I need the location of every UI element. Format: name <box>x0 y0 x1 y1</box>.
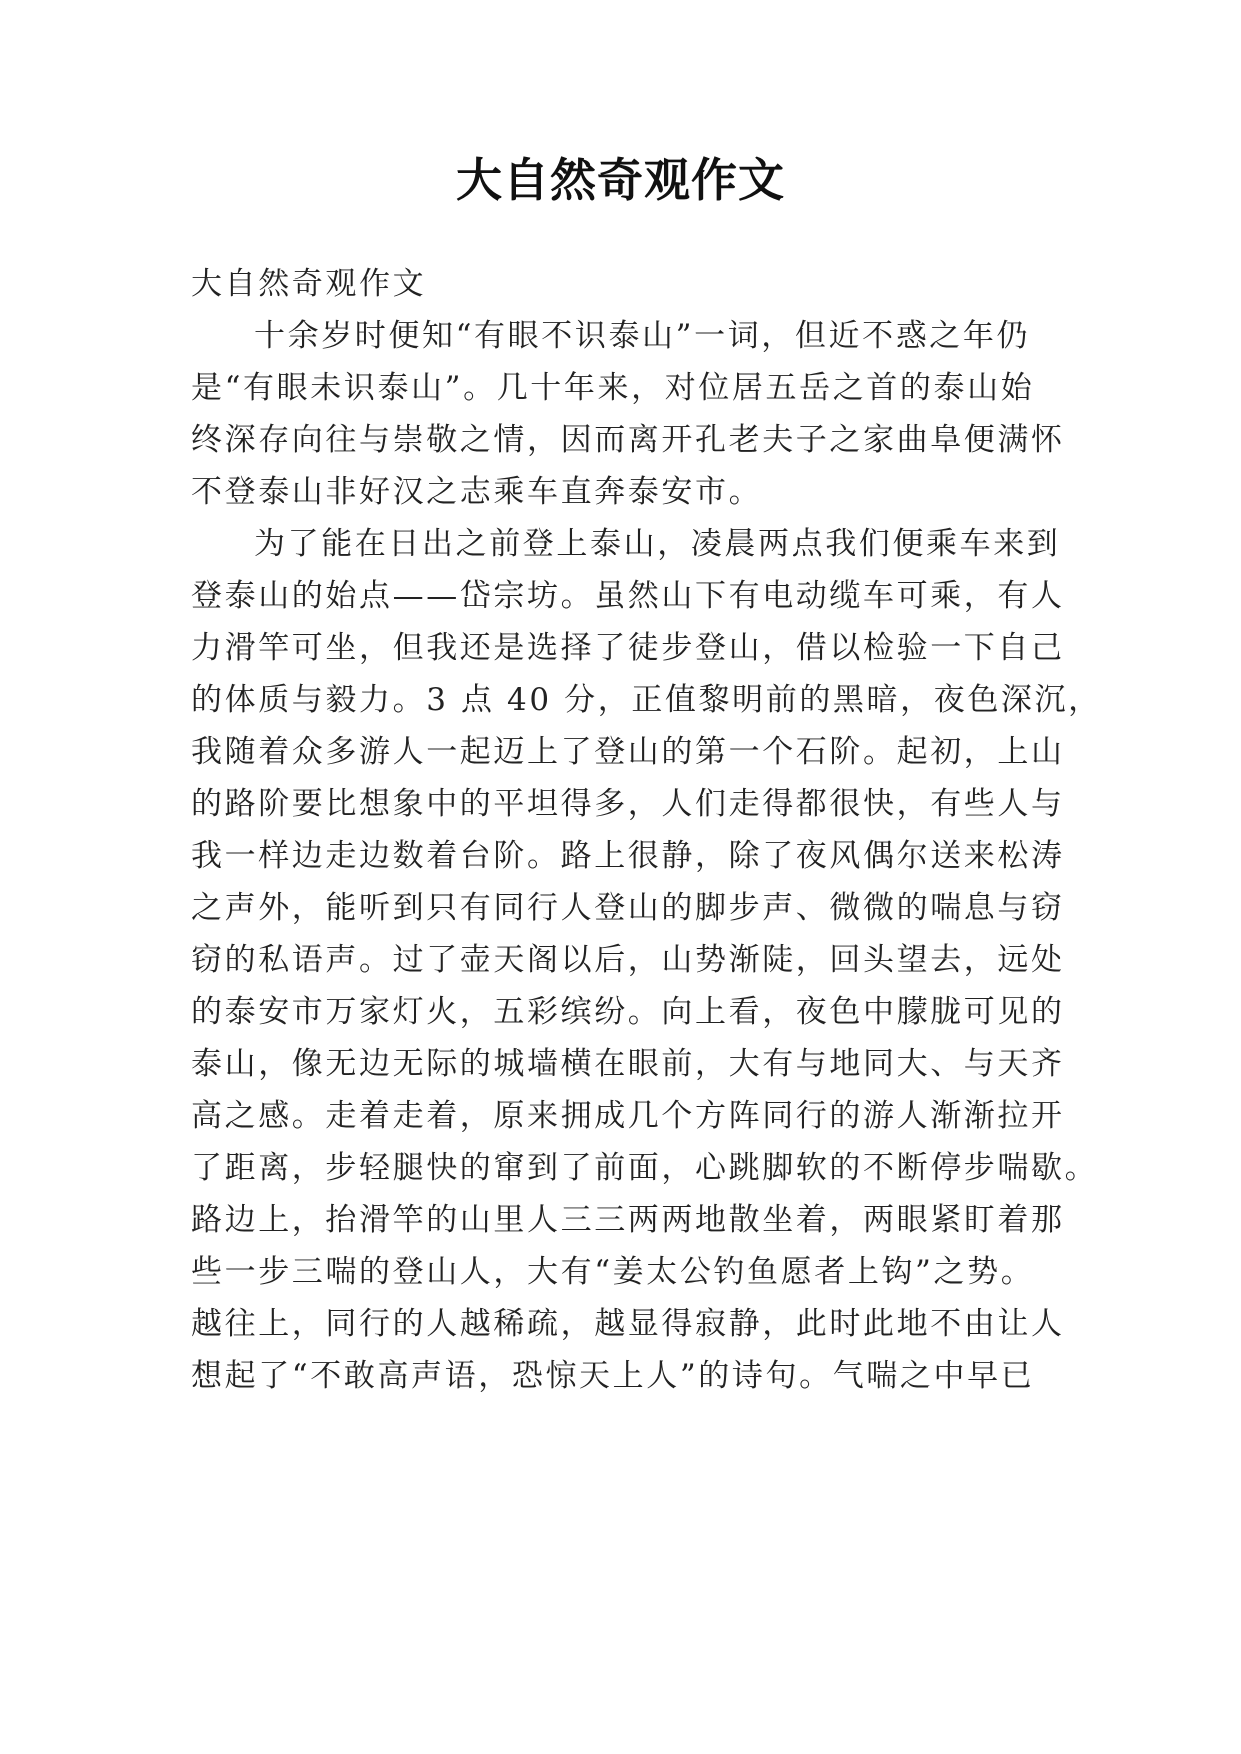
paragraph-2-line-2: 登泰山的始点——岱宗坊。虽然山下有电动缆车可乘，有人 <box>191 578 1065 614</box>
paragraph-2-line-1: 为了能在日出之前登上泰山，凌晨两点我们便乘车来到 <box>254 526 1061 562</box>
subtitle-line: 大自然奇观作文 <box>191 266 427 302</box>
paragraph-2-line-10: 的泰安市万家灯火，五彩缤纷。向上看，夜色中朦胧可见的 <box>191 994 1065 1030</box>
paragraph-2-line-15: 些一步三喘的登山人，大有“姜太公钓鱼愿者上钩”之势。 <box>191 1254 1035 1290</box>
paragraph-2-line-11: 泰山，像无边无际的城墙横在眼前，大有与地同大、与天齐 <box>191 1046 1065 1082</box>
paragraph-2-line-4: 的体质与毅力。3 点 40 分，正值黎明前的黑暗，夜色深沉， <box>191 682 1102 718</box>
paragraph-2-line-12: 高之感。走着走着，原来拥成几个方阵同行的游人渐渐拉开 <box>191 1098 1065 1134</box>
paragraph-2-line-16: 越往上，同行的人越稀疏，越显得寂静，此时此地不由让人 <box>191 1306 1065 1342</box>
paragraph-2-line-9: 窃的私语声。过了壶天阁以后，山势渐陡，回头望去，远处 <box>191 942 1065 978</box>
paragraph-2-line-3: 力滑竿可坐，但我还是选择了徒步登山，借以检验一下自己 <box>191 630 1065 666</box>
paragraph-2-line-6: 的路阶要比想象中的平坦得多，人们走得都很快，有些人与 <box>191 786 1065 822</box>
paragraph-2-line-5: 我随着众多游人一起迈上了登山的第一个石阶。起初，上山 <box>191 734 1065 770</box>
paragraph-1-line-1: 十余岁时便知“有眼不识泰山”一词，但近不惑之年仍 <box>254 318 1031 354</box>
paragraph-2-line-13: 了距离，步轻腿快的窜到了前面，心跳脚软的不断停步喘歇。 <box>191 1150 1099 1186</box>
paragraph-2-line-7: 我一样边走边数着台阶。路上很静，除了夜风偶尔送来松涛 <box>191 838 1065 874</box>
paragraph-2-line-17: 想起了“不敢高声语，恐惊天上人”的诗句。气喘之中早已 <box>191 1358 1035 1394</box>
paragraph-1-line-4: 不登泰山非好汉之志乘车直奔泰安市。 <box>191 474 763 510</box>
paragraph-2-line-14: 路边上，抬滑竿的山里人三三两两地散坐着，两眼紧盯着那 <box>191 1202 1065 1238</box>
paragraph-1-line-2: 是“有眼未识泰山”。几十年来，对位居五岳之首的泰山始 <box>191 370 1035 406</box>
paragraph-1-line-3: 终深存向往与崇敬之情，因而离开孔老夫子之家曲阜便满怀 <box>191 422 1065 458</box>
paragraph-2-line-8: 之声外，能听到只有同行人登山的脚步声、微微的喘息与窃 <box>191 890 1065 926</box>
document-title: 大自然奇观作文 <box>456 153 785 207</box>
